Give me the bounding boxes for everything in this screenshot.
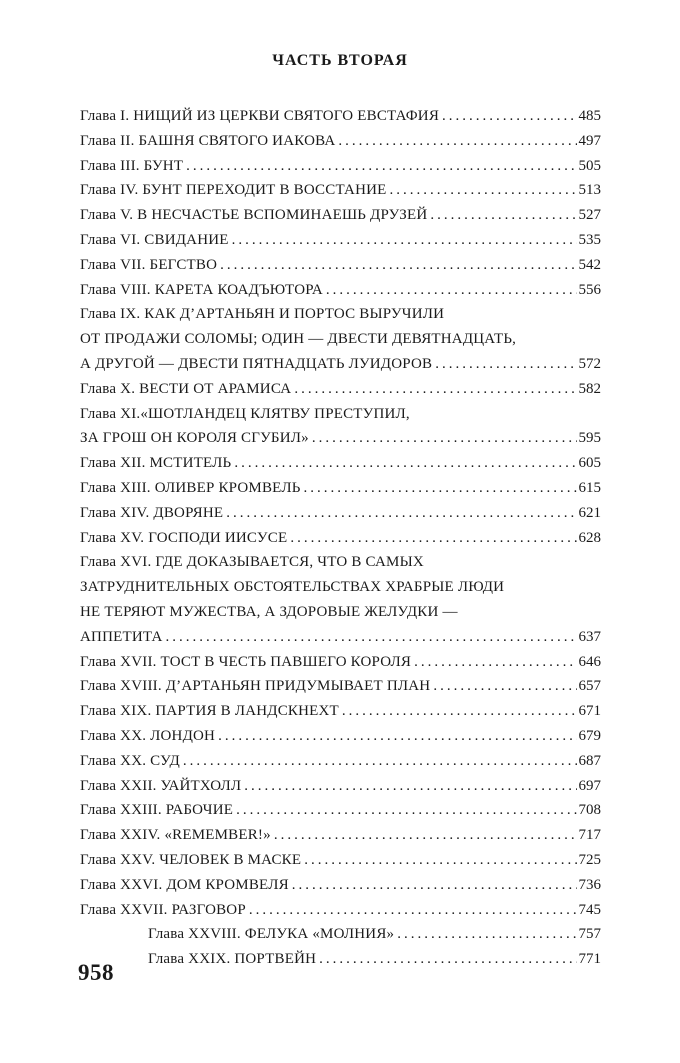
toc-entry: [80, 476, 601, 501]
chapter-title: Глава XXIX. ПОРТВЕЙН: [148, 951, 317, 968]
dot-leader: [338, 129, 576, 154]
dot-leader: [414, 650, 576, 675]
dot-leader: [183, 749, 577, 774]
toc-line-with-page: [80, 699, 601, 724]
chapter-title: АППЕТИТА: [80, 628, 163, 645]
chapter-page-number: 771: [578, 951, 601, 968]
dot-leader: [312, 426, 577, 451]
toc-entry: [80, 650, 601, 675]
toc-line-continuation: [80, 575, 601, 600]
toc-line-with-page: [80, 774, 601, 799]
toc-line-with-page: [80, 526, 601, 551]
toc-line-with-page: [80, 674, 601, 699]
chapter-page-number: 595: [578, 430, 601, 447]
dot-leader: [294, 377, 576, 402]
dot-leader: [232, 228, 577, 253]
chapter-page-number: 615: [578, 479, 601, 496]
chapter-title: Глава XXIV. «REMEMBER!»: [80, 827, 271, 844]
chapter-title: НЕ ТЕРЯЮТ МУЖЕСТВА, А ЗДОРОВЫЕ ЖЕЛУДКИ —: [80, 603, 458, 620]
chapter-page-number: 497: [578, 132, 601, 149]
toc-line-with-page: [80, 104, 601, 129]
toc-entry: [80, 526, 601, 551]
toc-line-with-page: [80, 749, 601, 774]
chapter-page-number: 505: [578, 157, 601, 174]
toc-line-with-page: [80, 501, 601, 526]
toc-line-with-page: [80, 278, 601, 303]
dot-leader: [390, 178, 577, 203]
toc-line-with-page: [80, 625, 601, 650]
toc-entry: [80, 501, 601, 526]
toc-line-with-page: [80, 154, 601, 179]
toc-entry: [80, 798, 601, 823]
toc-entry: [80, 823, 601, 848]
toc-entry: [80, 451, 601, 476]
toc-entry: [80, 550, 601, 649]
toc-line-with-page: [80, 178, 601, 203]
chapter-title: Глава XVI. ГДЕ ДОКАЗЫВАЕТСЯ, ЧТО В САМЫХ: [80, 554, 424, 571]
chapter-title: Глава XI.«ШОТЛАНДЕЦ КЛЯТВУ ПРЕСТУПИЛ,: [80, 405, 410, 422]
toc-entry: [80, 178, 601, 203]
toc-entry: [80, 848, 601, 873]
chapter-title: Глава III. БУНТ: [80, 157, 184, 174]
chapter-title: ЗА ГРОШ ОН КОРОЛЯ СГУБИЛ»: [80, 430, 309, 447]
chapter-page-number: 736: [578, 876, 601, 893]
dot-leader: [442, 104, 576, 129]
chapter-title: Глава XXVI. ДОМ КРОМВЕЛЯ: [80, 876, 289, 893]
dot-leader: [274, 823, 577, 848]
chapter-title: Глава XXVII. РАЗГОВОР: [80, 901, 246, 918]
dot-leader: [234, 451, 576, 476]
toc-line-continuation: [80, 327, 601, 352]
toc-list: [80, 104, 601, 972]
toc-line-with-page: [80, 203, 601, 228]
toc-line-with-page: [80, 426, 601, 451]
dot-leader: [218, 724, 576, 749]
chapter-page-number: 582: [578, 380, 601, 397]
chapter-page-number: 513: [578, 182, 601, 199]
chapter-page-number: 542: [578, 256, 601, 273]
dot-leader: [304, 848, 576, 873]
chapter-page-number: 485: [578, 108, 601, 124]
toc-line-with-page: [80, 848, 601, 873]
toc-entry: [80, 674, 601, 699]
toc-line-with-page: [80, 377, 601, 402]
toc-entry: [80, 253, 601, 278]
chapter-page-number: 745: [578, 901, 601, 918]
chapter-title: Глава XIX. ПАРТИЯ В ЛАНДСКНЕХТ: [80, 703, 339, 720]
page-folio-number: 958: [78, 960, 114, 985]
chapter-title: Глава VII. БЕГСТВО: [80, 256, 218, 273]
toc-entry: [80, 699, 601, 724]
dot-leader: [435, 352, 576, 377]
chapter-title: Глава X. ВЕСТИ ОТ АРАМИСА: [80, 380, 292, 397]
chapter-title: Глава XX. ЛОНДОН: [80, 727, 216, 744]
toc-line-with-page: [80, 898, 601, 923]
toc-entry: [80, 129, 601, 154]
chapter-title: Глава V. В НЕСЧАСТЬЕ ВСПОМИНАЕШЬ ДРУЗЕЙ: [80, 207, 428, 224]
toc-entry: [80, 203, 601, 228]
toc-line-with-page: [80, 451, 601, 476]
dot-leader: [244, 774, 576, 799]
dot-leader: [342, 699, 577, 724]
toc-entry: [80, 749, 601, 774]
chapter-page-number: 535: [578, 231, 601, 248]
toc-entry: [80, 873, 601, 898]
toc-line-continuation: [80, 550, 601, 575]
chapter-title: Глава XX. СУД: [80, 752, 180, 769]
chapter-page-number: 757: [578, 926, 601, 943]
dot-leader: [397, 922, 576, 947]
toc-line-with-page: [80, 476, 601, 501]
chapter-page-number: 621: [578, 504, 601, 521]
toc-entry: [80, 302, 601, 376]
chapter-title: Глава II. БАШНЯ СВЯТОГО ИАКОВА: [80, 132, 336, 149]
dot-leader: [236, 798, 576, 823]
chapter-title: Глава VI. СВИДАНИЕ: [80, 231, 229, 248]
dot-leader: [304, 476, 577, 501]
dot-leader: [166, 625, 577, 650]
toc-entry: [148, 922, 601, 947]
toc-entry: [80, 377, 601, 402]
chapter-page-number: 646: [578, 653, 601, 670]
chapter-page-number: 687: [578, 752, 601, 769]
chapter-page-number: 679: [578, 727, 601, 744]
toc-entry: [80, 154, 601, 179]
toc-line-with-page: [148, 922, 601, 947]
chapter-title: Глава XVIII. Д’АРТАНЬЯН ПРИДУМЫВАЕТ ПЛАН: [80, 678, 431, 695]
chapter-title: Глава IV. БУНТ ПЕРЕХОДИТ В ВОССТАНИЕ: [80, 182, 387, 199]
chapter-page-number: 637: [578, 628, 601, 645]
chapter-page-number: 671: [578, 703, 601, 720]
chapter-page-number: 657: [578, 678, 601, 695]
chapter-title: Глава XV. ГОСПОДИ ИИСУСЕ: [80, 529, 288, 546]
toc-line-with-page: [148, 947, 601, 972]
toc-line-with-page: [80, 724, 601, 749]
part-heading: ЧАСТЬ ВТОРАЯ: [272, 52, 408, 69]
chapter-title: Глава XXVIII. ФЕЛУКА «МОЛНИЯ»: [148, 926, 395, 943]
chapter-title: Глава XXV. ЧЕЛОВЕК В МАСКЕ: [80, 851, 302, 868]
chapter-page-number: 527: [578, 207, 601, 224]
dot-leader: [433, 674, 576, 699]
chapter-title: Глава IX. КАК Д’АРТАНЬЯН И ПОРТОС ВЫРУЧИЛИ: [80, 306, 445, 323]
dot-leader: [186, 154, 576, 179]
toc-line-continuation: [80, 302, 601, 327]
chapter-title: Глава XIV. ДВОРЯНЕ: [80, 504, 224, 521]
chapter-page-number: 628: [578, 529, 601, 546]
dot-leader: [220, 253, 576, 278]
dot-leader: [226, 501, 576, 526]
toc-entry: [80, 104, 601, 129]
chapter-page-number: 697: [578, 777, 601, 794]
dot-leader: [249, 898, 577, 923]
chapter-title: Глава XVII. ТОСТ В ЧЕСТЬ ПАВШЕГО КОРОЛЯ: [80, 653, 412, 670]
toc-entry: [80, 278, 601, 303]
chapter-page-number: 572: [578, 355, 601, 372]
chapter-page-number: 708: [578, 802, 601, 819]
toc-line-with-page: [80, 873, 601, 898]
chapter-title: ЗАТРУДНИТЕЛЬНЫХ ОБСТОЯТЕЛЬСТВАХ ХРАБРЫЕ ЛЮДИ: [80, 579, 505, 596]
chapter-page-number: 725: [578, 851, 601, 868]
dot-leader: [292, 873, 577, 898]
chapter-page-number: 556: [578, 281, 601, 298]
chapter-title: Глава XIII. ОЛИВЕР КРОМВЕЛЬ: [80, 479, 301, 496]
chapter-title: Глава XXIII. РАБОЧИЕ: [80, 802, 234, 819]
toc-line-continuation: [80, 600, 601, 625]
chapter-title: Глава VIII. КАРЕТА КОАДЪЮТОРА: [80, 281, 323, 298]
dot-leader: [319, 947, 576, 972]
toc-line-with-page: [80, 129, 601, 154]
chapter-page-number: 605: [578, 455, 601, 472]
toc-entry: [80, 898, 601, 923]
chapter-title: ОТ ПРОДАЖИ СОЛОМЫ; ОДИН — ДВЕСТИ ДЕВЯТНАДЦАТЬ,: [80, 331, 517, 348]
chapter-title: Глава XII. МСТИТЕЛЬ: [80, 455, 232, 472]
toc-line-with-page: [80, 253, 601, 278]
dot-leader: [290, 526, 576, 551]
chapter-page-number: 717: [578, 827, 601, 844]
dot-leader: [326, 278, 577, 303]
chapter-title: Глава I. НИЩИЙ ИЗ ЦЕРКВИ СВЯТОГО ЕВСТАФИЯ: [80, 108, 440, 124]
toc-line-with-page: [80, 228, 601, 253]
chapter-title: Глава XXII. УАЙТХОЛЛ: [80, 777, 242, 794]
dot-leader: [430, 203, 576, 228]
toc-line-with-page: [80, 798, 601, 823]
toc-line-with-page: [80, 823, 601, 848]
toc-entry: [80, 228, 601, 253]
toc-line-continuation: [80, 402, 601, 427]
toc-line-with-page: [80, 352, 601, 377]
toc-entry: [80, 402, 601, 452]
toc-line-with-page: [80, 650, 601, 675]
toc-entry: [80, 724, 601, 749]
chapter-title: А ДРУГОЙ — ДВЕСТИ ПЯТНАДЦАТЬ ЛУИДОРОВ: [80, 355, 433, 372]
toc-entry: [80, 774, 601, 799]
toc-entry: [148, 947, 601, 972]
